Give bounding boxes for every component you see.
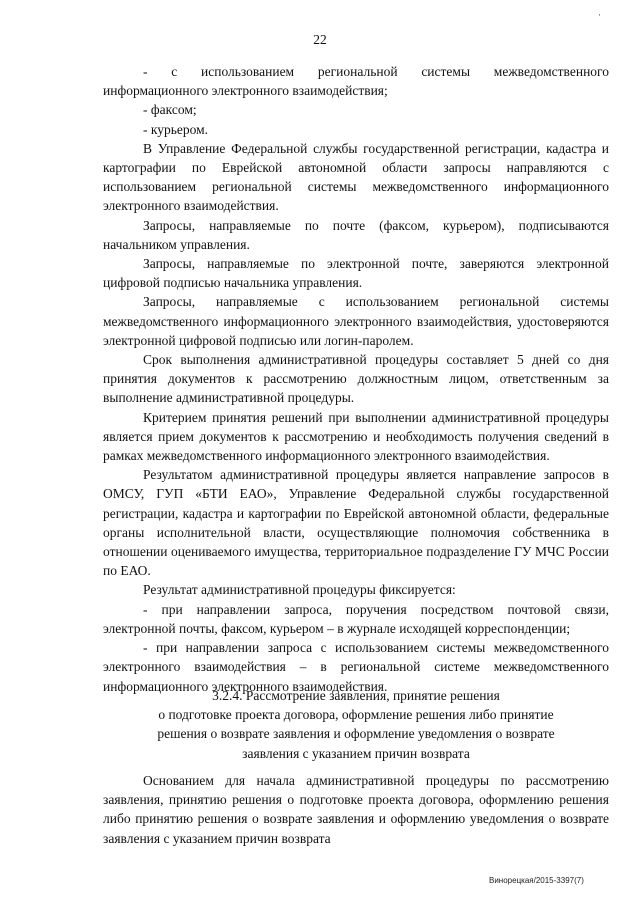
- paragraph: Запросы, направляемые по почте (факсом, курьером), подписываются начальником управления.: [103, 217, 609, 252]
- paragraph: Основанием для начала административной процедуры по рассмотрению заявления, принятию решения о подготовке проекта договора, оформлению решения либо принятию решения о возврате заявления и оформлению уведомления о возврате заявления с указанием причин возврата: [103, 773, 609, 846]
- paragraph: - при направлении запроса с использованием системы межведомственного электронного взаимодействия – в региональной системе межведомственного информационного электронного взаимодействия.: [103, 640, 609, 694]
- page-number: 22: [313, 32, 327, 47]
- paragraph: - с использованием региональной системы межведомственного информационного электронного взаимодействия;: [103, 64, 609, 99]
- body-text: [103, 62, 609, 696]
- section-heading-line: 3.2.4. Рассмотрение заявления, принятие решения: [212, 688, 500, 703]
- paragraph: В Управление Федеральной службы государственной регистрации, кадастра и картографии по Еврейской автономной области запросы направляются с использованием региональной системы межведомственного информационного электронного взаимодействия.: [103, 140, 609, 214]
- final-text: [103, 771, 609, 848]
- footer-code: Винорецкая/2015-3397(7): [489, 876, 584, 885]
- paragraph: Результатом административной процедуры является направление запросов в ОМСУ, ГУП «БТИ ЕАО», Управление Федеральной службы государственной регистрации, кадастра и картографии по Еврейской автономной области, федеральные органы исполнительной власти, осуществляющие полномочия собственника в отношении оцениваемого имущества, территориальное подразделение ГУ МЧС России по ЕАО.: [103, 467, 609, 579]
- paragraph: Запросы, направляемые по электронной почте, заверяются электронной цифровой подписью начальника управления.: [103, 256, 609, 291]
- paragraph: Срок выполнения административной процедуры составляет 5 дней со дня принятия документов к рассмотрению должностным лицом, ответственным за выполнение административной процедуры.: [103, 352, 609, 406]
- paragraph: - факсом;: [143, 102, 197, 118]
- section-heading-line: заявления с указанием причин возврата: [242, 745, 470, 761]
- section-heading-line: решения о возврате заявления и оформление уведомления о возврате: [157, 726, 555, 742]
- paragraph: Запросы, направляемые с использованием региональной системы межведомственного информационного электронного взаимодействия, удостоверяются электронной цифровой подписью или логин-паролем.: [103, 294, 609, 348]
- paragraph: Результат административной процедуры фиксируется:: [143, 582, 456, 598]
- corner-mark: ·: [598, 10, 601, 20]
- section-heading-line: о подготовке проекта договора, оформление решения либо принятие: [158, 707, 554, 723]
- paragraph: - при направлении запроса, поручения посредством почтовой связи, электронной почты, факсом, курьером – в журнале исходящей корреспонденции;: [103, 601, 609, 636]
- paragraph: - курьером.: [143, 121, 209, 137]
- section-heading: [103, 686, 609, 763]
- paragraph: Критерием принятия решений при выполнении административной процедуры является прием документов к рассмотрению и необходимость получения сведений в рамках межведомственного информационного электронного взаимодействия.: [103, 409, 609, 464]
